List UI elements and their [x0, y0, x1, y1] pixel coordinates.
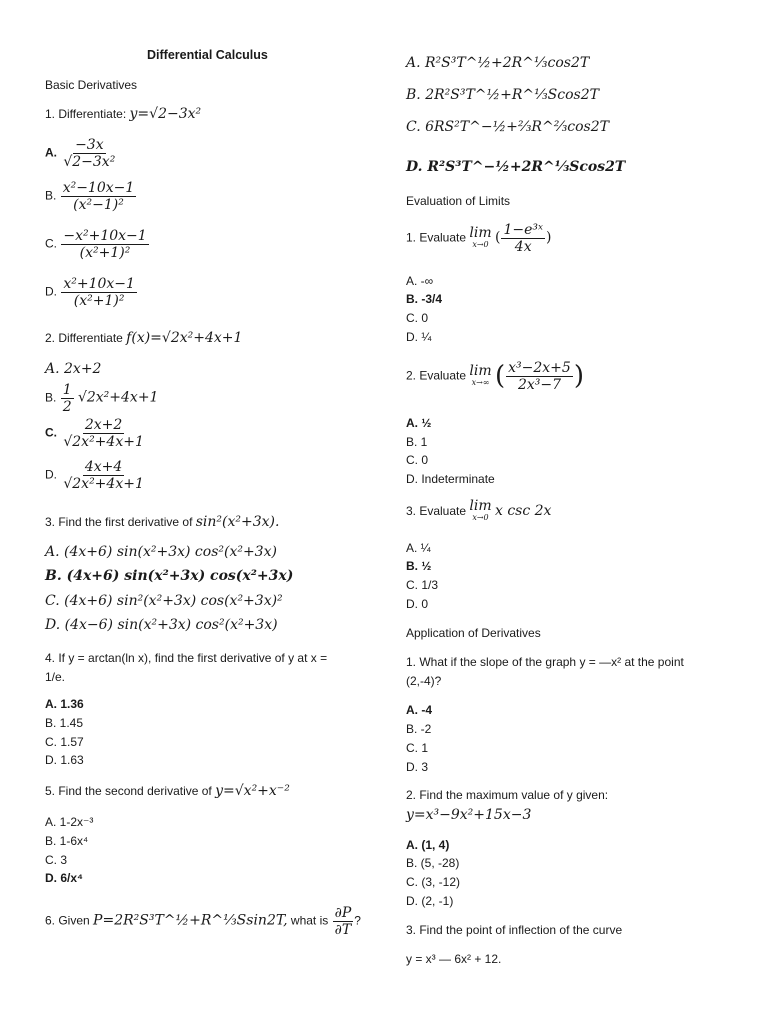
option-letter: D. — [45, 467, 57, 482]
open-paren: ( — [494, 229, 501, 246]
question-1 — [45, 107, 201, 122]
fraction — [61, 459, 146, 492]
application-question-1-line-1: 1. What if the slope of the graph y = —x² at the point — [406, 655, 684, 669]
question-expression: sin²(x²+3x). — [195, 514, 280, 530]
question-expression: y=√x²+x⁻² — [215, 783, 290, 799]
question-2-option-a: A. 2x+2 — [45, 361, 102, 377]
limit-subscript: x→∞ — [471, 377, 490, 387]
fraction — [61, 276, 137, 309]
denominator: ∂T — [334, 922, 352, 938]
question-expression: x csc 2x — [494, 503, 552, 520]
numerator: −x²+10x−1 — [63, 228, 147, 244]
question-5-option-a: A. 1-2x⁻³ — [45, 815, 94, 829]
denominator: 2 — [62, 399, 72, 415]
option-letter: B. — [45, 188, 57, 203]
question-4-option-b: B. 1.45 — [45, 716, 84, 730]
numerator: 1−e³ˣ — [503, 222, 543, 238]
numerator: 4x+4 — [84, 459, 123, 475]
limit-question-1-option-b: B. -3/4 — [406, 292, 443, 306]
application-question-3-line-1: 3. Find the point of inflection of the curve — [406, 923, 623, 937]
question-label: 1. Differentiate: — [45, 107, 127, 121]
limit-question-2-option-c: C. 0 — [406, 453, 429, 467]
numerator: −3x — [75, 137, 104, 153]
question-label: 2. Evaluate — [406, 368, 467, 383]
limit-operator — [469, 224, 492, 251]
question-label: 2. Differentiate — [45, 331, 123, 345]
limit-question-2-option-b: B. 1 — [406, 435, 428, 449]
limit-question-2-option-d: D. Indeterminate — [406, 472, 495, 486]
option-letter: C. — [45, 236, 57, 251]
limit-word: lim — [469, 498, 492, 514]
question-5-option-b: B. 1-6x⁴ — [45, 834, 89, 848]
application-question-2-line-1: 2. Find the maximum value of y given: — [406, 788, 609, 802]
section-heading-application: Application of Derivatives — [406, 626, 541, 640]
application-question-2-option-c: C. (3, -12) — [406, 875, 461, 889]
limit-question-3-option-c: C. 1/3 — [406, 578, 439, 592]
open-paren: ( — [494, 361, 506, 391]
question-1-option-b — [45, 180, 137, 213]
denominator: √2x²+4x+1 — [63, 476, 144, 492]
question-2-option-d — [45, 459, 147, 492]
limit-word: lim — [469, 224, 492, 241]
limit-question-1-option-a: A. -∞ — [406, 274, 434, 288]
question-3-option-a: A. (4x+6) sin(x²+3x) cos²(x²+3x) — [45, 544, 277, 560]
question-5-option-c: C. 3 — [45, 853, 68, 867]
denominator: √2x²+4x+1 — [63, 434, 144, 450]
question-6-option-d: D. R²S³T^−½+2R^⅓Scos2T — [406, 159, 626, 175]
denominator: √2−3x² — [63, 154, 116, 170]
numerator: x²−10x−1 — [62, 180, 135, 196]
question-3-option-b: B. (4x+6) sin(x²+3x) cos(x²+3x) — [45, 568, 294, 584]
application-question-2-option-a: A. (1, 4) — [406, 838, 450, 852]
denominator: (x²+1)² — [79, 245, 131, 261]
option-letter: A. — [45, 145, 57, 160]
question-label: 6. Given — [45, 913, 90, 928]
fraction — [61, 417, 146, 450]
question-2-option-c — [45, 417, 147, 450]
limit-question-3 — [406, 500, 551, 524]
section-heading-limits: Evaluation of Limits — [406, 194, 511, 208]
question-6 — [45, 905, 361, 938]
fraction — [501, 222, 545, 255]
question-4-option-d: D. 1.63 — [45, 753, 84, 767]
limit-question-3-option-a: A. ¼ — [406, 541, 431, 555]
limit-subscript: x→0 — [472, 513, 489, 522]
limit-operator — [469, 500, 491, 524]
application-question-3-line-2: y = x³ — 6x² + 12. — [406, 952, 502, 966]
fraction — [61, 228, 148, 261]
question-1-option-c — [45, 228, 150, 261]
question-6-option-a: A. R²S³T^½+2R^⅓cos2T — [406, 55, 590, 71]
question-4-option-c: C. 1.57 — [45, 735, 84, 749]
limit-question-1-option-c: C. 0 — [406, 311, 429, 325]
question-6-option-b: B. 2R²S³T^½+R^⅓Scos2T — [406, 87, 599, 103]
limit-subscript: x→0 — [472, 239, 489, 249]
question-label: 5. Find the second derivative of — [45, 784, 212, 798]
denominator: (x²−1)² — [73, 197, 124, 213]
denominator: 2x³−7 — [517, 377, 561, 393]
question-3-option-c: C. (4x+6) sin²(x²+3x) cos(x²+3x)² — [45, 593, 283, 609]
numerator: 2x+2 — [84, 417, 123, 433]
question-4-option-a: A. 1.36 — [45, 697, 84, 711]
question-prompt: what is — [290, 913, 329, 928]
question-5 — [45, 784, 290, 799]
fraction — [61, 382, 74, 415]
question-2 — [45, 331, 242, 346]
application-question-2-option-b: B. (5, -28) — [406, 856, 460, 870]
application-question-1-option-b: B. -2 — [406, 722, 432, 736]
fraction — [61, 180, 137, 213]
question-label: 3. Evaluate — [406, 504, 467, 519]
question-4-line-2: 1/e. — [45, 670, 66, 684]
question-label: 3. Find the first derivative of — [45, 515, 193, 529]
close-paren: ) — [573, 361, 584, 391]
question-mark: ? — [354, 913, 361, 928]
question-2-option-b — [45, 382, 158, 415]
numerator: x²+10x−1 — [63, 276, 135, 292]
limit-question-3-option-b: B. ½ — [406, 559, 432, 573]
option-letter: C. — [45, 425, 57, 440]
limit-question-1 — [406, 222, 551, 255]
numerator: x³−2x+5 — [508, 360, 571, 376]
option-letter: D. — [45, 284, 57, 299]
section-heading-basic: Basic Derivatives — [45, 78, 138, 92]
question-4-line-1: 4. If y = arctan(ln x), find the first derivative of y at x = — [45, 651, 328, 665]
denominator: (x²+1)² — [73, 293, 125, 309]
application-question-1-option-c: C. 1 — [406, 741, 429, 755]
partial-derivative-fraction — [333, 905, 354, 938]
limit-question-3-option-d: D. 0 — [406, 597, 429, 611]
limit-question-1-option-d: D. ¼ — [406, 330, 432, 344]
option-letter: B. — [45, 390, 57, 405]
question-expression: P=2R²S³T^½+R^⅓Ssin2T, — [93, 912, 288, 929]
document-title: Differential Calculus — [147, 48, 268, 62]
close-paren: ) — [545, 229, 552, 246]
question-1-option-d — [45, 276, 138, 309]
question-expression: f(x)=√2x²+4x+1 — [126, 330, 243, 346]
numerator: 1 — [62, 382, 72, 398]
application-question-1-line-2: (2,-4)? — [406, 674, 442, 688]
question-6-option-c: C. 6RS²T^−½+⅔R^⅔cos2T — [406, 119, 609, 135]
application-question-2-option-d: D. (2, -1) — [406, 894, 454, 908]
fraction — [506, 360, 573, 393]
question-expression: y=√2−3x² — [129, 106, 202, 122]
application-question-1-option-a: A. -4 — [406, 703, 433, 717]
application-question-1-option-d: D. 3 — [406, 760, 429, 774]
application-question-2-expression: y=x³−9x²+15x−3 — [406, 807, 532, 823]
question-3-option-d: D. (4x−6) sin(x²+3x) cos²(x²+3x) — [45, 617, 278, 633]
question-5-option-d: D. 6/x⁴ — [45, 871, 83, 885]
radical-expression: √2x²+4x+1 — [77, 389, 159, 406]
fraction — [61, 137, 117, 170]
question-label: 1. Evaluate — [406, 230, 467, 245]
question-1-option-a — [45, 137, 118, 170]
denominator: 4x — [514, 239, 532, 255]
limit-word: lim — [469, 362, 492, 379]
limit-question-2 — [406, 360, 584, 393]
limit-question-2-option-a: A. ½ — [406, 416, 432, 430]
numerator: ∂P — [334, 905, 352, 921]
question-3 — [45, 515, 279, 530]
limit-operator — [469, 362, 492, 389]
